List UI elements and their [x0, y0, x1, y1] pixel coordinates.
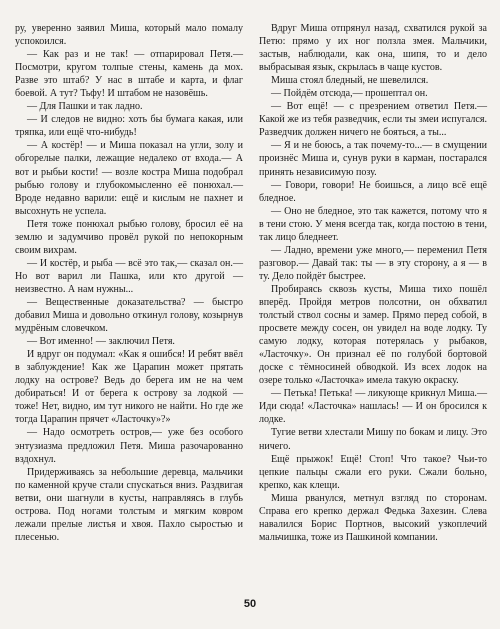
- right-text-column: [259, 22, 487, 544]
- paragraph: — И костёр, и рыба — всё это так,— сказал он.— Но вот варил ли Пашка, или кто другой — неизвестно. А нам нужны...: [15, 257, 243, 295]
- paragraph: И вдруг он подумал: «Как я ошибся! И ребят ввёл в заблуждение! Как же Царапин может прятать лодку на острове? Ведь до берега им не на чем добираться! И от берега к острову за лодкой — тоже! Нет, видно, им тут никого не найти. Но где же тогда Царапин прячет «Ласточку»?»: [15, 349, 243, 426]
- paragraph: — Вот ещё! — с презрением ответил Петя.— Какой же из тебя разведчик, если ты змеи испугался. Разведчик должен ничего не бояться, а ты...: [259, 101, 487, 139]
- paragraph: — Говори, говори! Не боишься, а лицо всё ещё бледное.: [259, 179, 487, 204]
- page-number: 50: [243, 598, 257, 610]
- paragraph: — Надо осмотреть остров,— уже без особого энтузиазма предложил Петя. Миша разочарованно вздохнул.: [15, 427, 243, 465]
- paragraph: ру, уверенно заявил Миша, который мало помалу успокоился.: [15, 23, 243, 48]
- paragraph: — Оно не бледное, это так кажется, потому что я в тени стою. У меня всегда так, когда постою в тени, так лицо бледнеет.: [259, 205, 487, 243]
- paragraph: Петя тоже понюхал рыбью голову, бросил её на землю и задумчиво провёл рукой по непокорным своим вихрам.: [15, 218, 243, 256]
- paragraph: Пробираясь сквозь кусты, Миша тихо пошёл вперёд. Пройдя метров полсотни, он обхватил толстый ствол сосны и замер. Прямо перед собой, в просвете между сосен, он увидел на воде лодку. Ту самую лодку, которая потерялась у рыбаков, «Ласточку». Он признал её по голубой бортовой доске с тёмносиней обводкой. Из всех лодок на озере только «Ласточка» имела такую окраску.: [259, 283, 487, 387]
- paragraph: — А костёр! — и Миша показал на угли, золу и обгорелые палки, лежащие недалеко от входа.— А вот и рыбьи кости! — возле костра Миша подобрал рыбью голову и глубокомысленно её понюхал.— Вроде недавно варили: ещё и кислым не пахнет и высохнуть не успела.: [15, 140, 243, 217]
- paragraph: Миша рванулся, метнул взгляд по сторонам. Справа его крепко держал Федька Захезин. Слева навалился Борис Портнов, высокий узкоплечий мальчишка, тоже из Пашкиной компании.: [259, 492, 487, 543]
- paragraph: Ещё прыжок! Ещё! Стоп! Что такое? Чьи-то цепкие пальцы сжали его руки. Сжали больно, крепко, как клещи.: [259, 453, 487, 491]
- paragraph: Миша стоял бледный, не шевелился.: [271, 75, 429, 87]
- paragraph: — Для Пашки и так ладно.: [27, 101, 143, 113]
- paragraph: — Вот именно! — заключил Петя.: [27, 336, 175, 348]
- paragraph: Тугие ветви хлестали Мишу по бокам и лицу. Это ничего.: [259, 427, 487, 452]
- paragraph: Вдруг Миша отпрянул назад, схватился рукой за Петю: прямо у их ног ползла змея. Мальчики, застыв, наблюдали, как она, шипя, то и дело выбрасывая язык, скрылась в чаще кустов.: [259, 23, 487, 74]
- paragraph: — Петька! Петька! — ликующе крикнул Миша.— Иди сюда! «Ласточка» нашлась! — И он бросился к лодке.: [259, 388, 487, 426]
- paragraph: Придерживаясь за небольшие деревца, мальчики по каменной круче стали спускаться вниз. Раздвигая ветви, они шагнули в кусты, направляясь в глубь острова. Под ногами толстым и мягким ковром лежали прелые листья и хвоя. Пахло сыростью и плесенью.: [15, 466, 243, 543]
- paragraph: — Ладно, времени уже много,— переменил Петя разговор.— Давай так: ты — в эту сторону, а я — в ту. Дело пойдёт быстрее.: [259, 244, 487, 282]
- paragraph: — Как раз и не так! — отпарировал Петя.— Посмотри, кругом толпые стены, камень да мох. Разве это штаб? У нас в штабе и карта, и флаг боевой. А тут? Тьфу! И штабом не назовёшь.: [15, 49, 243, 100]
- paragraph: — Пойдём отсюда,— прошептал он.: [271, 88, 428, 100]
- paragraph: — И следов не видно: хоть бы бумага какая, или тряпка, или ещё что-нибудь!: [15, 114, 243, 139]
- paragraph: — Я и не боюсь, а так почему-то...— в смущении произнёс Миша и, сунув руки в карман, постарался принять независимую позу.: [259, 140, 487, 178]
- left-text-column: [15, 22, 243, 544]
- paragraph: — Вещественные доказательства? — быстро добавил Миша и довольно откинул голову, козырнув мудрёным словечком.: [15, 296, 243, 335]
